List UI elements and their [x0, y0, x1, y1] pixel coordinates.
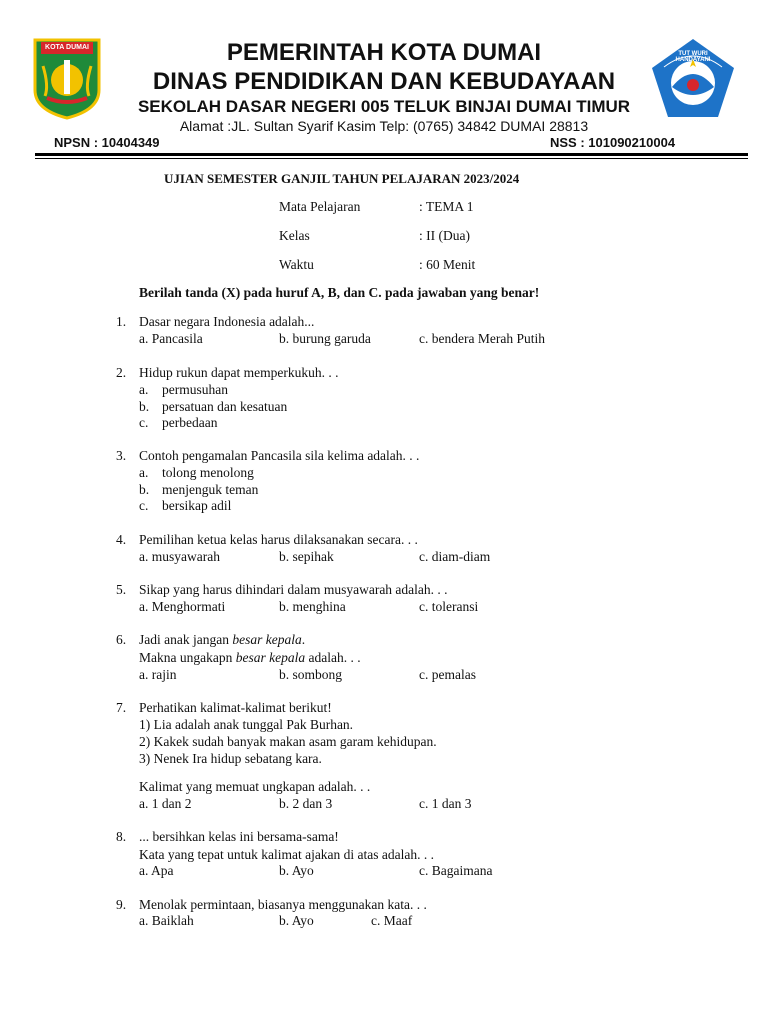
option-b[interactable]: b. 2 dan 3: [279, 796, 333, 811]
question-number: 4.: [116, 532, 127, 547]
question-text: Dasar negara Indonesia adalah...: [139, 314, 315, 329]
field-label-time: Waktu: [279, 257, 314, 272]
option-a[interactable]: a. 1 dan 2: [139, 796, 192, 811]
question-number: 2.: [116, 365, 127, 380]
sentence-text: 3) Nenek Ira hidup sebatang kara.: [139, 751, 322, 766]
option-text: permusuhan: [162, 382, 228, 397]
header-line3: SEKOLAH DASAR NEGERI 005 TELUK BINJAI DUMAI TIMUR: [137, 97, 631, 116]
npsn-label: NPSN : 10404349: [54, 135, 160, 150]
option-a[interactable]: a. rajin: [139, 667, 177, 682]
text-part: Makna ungakapn: [139, 650, 236, 665]
question-text: Menolak permintaan, biasanya menggunakan kata. . .: [139, 897, 427, 912]
header-address: Alamat :JL. Sultan Syarif Kasim Telp: (0765) 34842 DUMAI 28813: [179, 118, 589, 134]
option-a[interactable]: a. Menghormati: [139, 599, 226, 614]
question-number: 8.: [116, 829, 127, 844]
option-c[interactable]: c. pemalas: [419, 667, 476, 682]
header-line2: DINAS PENDIDIKAN DAN KEBUDAYAAN: [152, 68, 616, 95]
question-text: Contoh pengamalan Pancasila sila kelima adalah. . .: [139, 448, 420, 463]
option-text: menjenguk teman: [162, 482, 259, 497]
option-letter: b.: [139, 482, 150, 497]
text-part: adalah. . .: [305, 650, 361, 665]
option-text: persatuan dan kesatuan: [162, 399, 288, 414]
question-text: Perhatikan kalimat-kalimat berikut!: [139, 700, 332, 715]
option-c[interactable]: c. diam-diam: [419, 549, 491, 564]
option-b[interactable]: b. Ayo: [279, 913, 314, 928]
question-number: 5.: [116, 582, 127, 597]
option-c[interactable]: c. 1 dan 3: [419, 796, 472, 811]
idiom-emphasis: besar kepala: [232, 632, 302, 647]
header-line1: PEMERINTAH KOTA DUMAI: [226, 39, 542, 66]
field-label-subject: Mata Pelajaran: [279, 199, 361, 214]
option-letter: c.: [139, 415, 149, 430]
question-text: Pemilihan ketua kelas harus dilaksanakan secara. . .: [139, 532, 418, 547]
exam-title: UJIAN SEMESTER GANJIL TAHUN PELAJARAN 2023/2024: [164, 171, 520, 186]
option-b[interactable]: b. sepihak: [279, 549, 334, 564]
option-a[interactable]: a. Baiklah: [139, 913, 194, 928]
question-text: Kalimat yang memuat ungkapan adalah. . .: [139, 779, 371, 794]
question-text: Sikap yang harus dihindari dalam musyawarah adalah. . .: [139, 582, 448, 597]
question-text: ... bersihkan kelas ini bersama-sama!: [139, 829, 339, 844]
header-rule-thick: [35, 153, 748, 156]
header-rule-thin: [35, 158, 748, 159]
option-c[interactable]: c. bendera Merah Putih: [419, 331, 545, 346]
question-text: [139, 632, 305, 648]
option-b[interactable]: b. menghina: [279, 599, 346, 614]
option-c[interactable]: c. Bagaimana: [419, 863, 493, 878]
text-part: .: [301, 632, 306, 647]
nss-label: NSS : 101090210004: [550, 135, 676, 150]
option-text: tolong menolong: [162, 465, 254, 480]
question-number: 6.: [116, 632, 127, 647]
option-a[interactable]: a. Apa: [139, 863, 174, 878]
idiom-emphasis: besar kepala: [235, 650, 306, 665]
logo-left-label: KOTA DUMAI: [45, 44, 89, 51]
field-value-subject: : TEMA 1: [419, 199, 474, 214]
question-number: 7.: [116, 700, 127, 715]
question-text: Hidup rukun dapat memperkukuh. . .: [139, 365, 339, 380]
field-value-time: : 60 Menit: [419, 257, 476, 272]
option-a[interactable]: a. Pancasila: [139, 331, 203, 346]
question-text: [139, 650, 361, 666]
sentence-text: 1) Lia adalah anak tunggal Pak Burhan.: [139, 717, 354, 732]
tut-wuri-handayani-logo: [650, 37, 736, 119]
option-b[interactable]: b. Ayo: [279, 863, 314, 878]
question-number: 9.: [116, 897, 127, 912]
logo-right-label: TUT WURI HANDAYANI: [675, 51, 711, 63]
option-a[interactable]: a. musyawarah: [139, 549, 220, 564]
instruction-text: Berilah tanda (X) pada huruf A, B, dan C. pada jawaban yang benar!: [139, 285, 540, 300]
option-letter: a.: [139, 382, 149, 397]
option-text: perbedaan: [162, 415, 218, 430]
option-text: bersikap adil: [162, 498, 232, 513]
field-value-class: : II (Dua): [419, 228, 470, 243]
option-b[interactable]: b. sombong: [279, 667, 343, 682]
question-number: 1.: [116, 314, 127, 329]
question-number: 3.: [116, 448, 127, 463]
option-letter: c.: [139, 498, 149, 513]
option-b[interactable]: b. burung garuda: [279, 331, 371, 346]
field-label-class: Kelas: [279, 228, 310, 243]
option-c[interactable]: c. Maaf: [371, 913, 413, 928]
question-text: Kata yang tepat untuk kalimat ajakan di atas adalah. . .: [139, 847, 435, 862]
option-c[interactable]: c. toleransi: [419, 599, 479, 614]
option-letter: a.: [139, 465, 149, 480]
option-letter: b.: [139, 399, 150, 414]
text-part: Jadi anak jangan: [139, 632, 233, 647]
sentence-text: 2) Kakek sudah banyak makan asam garam kehidupan.: [139, 734, 437, 749]
